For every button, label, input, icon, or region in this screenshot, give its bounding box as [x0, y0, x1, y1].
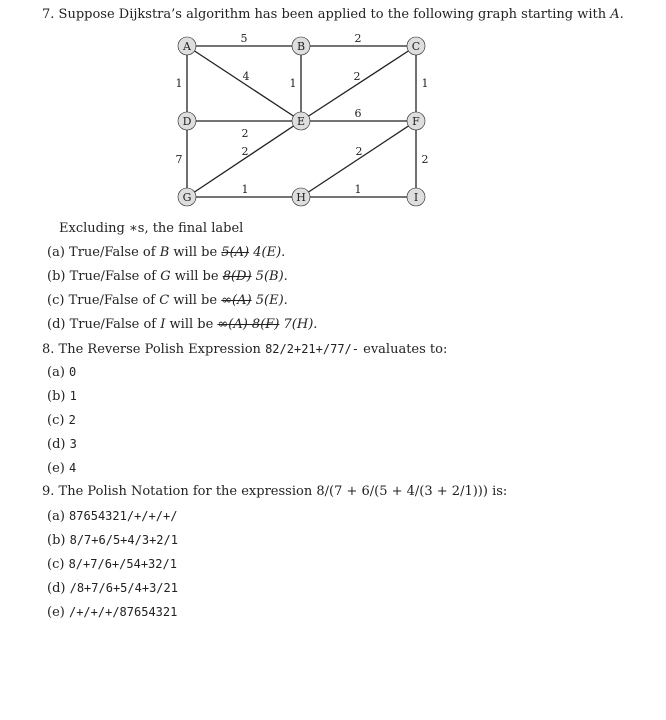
weight-BC: 2 [354, 32, 362, 45]
q7-item-struck-label: 8(D) [222, 269, 252, 284]
q7-item-final-label: 7(H). [283, 317, 318, 332]
option-label: (d) [47, 581, 66, 596]
node-D-label: D [182, 115, 192, 128]
dijkstra-graph [0, 30, 666, 245]
q9-stem [42, 484, 507, 500]
edge-A-E [187, 46, 301, 121]
q9-option-e [47, 604, 177, 621]
q8-stem-suffix: evaluates to: [363, 342, 448, 357]
option-value: 3 [69, 437, 77, 451]
q7-item-d [47, 317, 317, 333]
q8-option-a [47, 364, 76, 381]
option-label: (c) [47, 413, 65, 428]
q7-item-mid: will be [174, 269, 219, 284]
node-A [178, 37, 196, 55]
q9-expression: 8/(7 + 6/(5 + 4/(3 + 2/1))) [316, 484, 488, 499]
option-label: (e) [47, 461, 65, 476]
node-C-label: C [411, 40, 421, 53]
weight-AE: 4 [242, 70, 250, 83]
q7-stem-var: A [610, 7, 620, 22]
option-label: (e) [47, 605, 65, 620]
q9-option-b [47, 532, 178, 549]
q8-option-d [47, 436, 77, 453]
option-value: /8+7/6+5/4+3/21 [69, 581, 178, 595]
q7-item-var: B [159, 245, 170, 260]
weight-HI: 1 [354, 183, 362, 196]
q7-item-final-label: 4(E). [253, 245, 286, 260]
q7-intro: Excluding ∗s, the final label [59, 221, 244, 236]
weight-DE: 2 [241, 127, 249, 140]
option-value: 1 [69, 389, 77, 403]
q7-stem-suffix: . [619, 7, 624, 22]
node-A-label: A [183, 40, 191, 53]
weight-GH: 1 [241, 183, 249, 196]
weight-AB: 5 [240, 32, 248, 45]
node-B-label: B [296, 40, 306, 53]
option-value: /+/+/+/87654321 [68, 605, 178, 619]
option-label: (a) [47, 509, 65, 524]
q9-stem-suffix: is: [492, 484, 508, 499]
node-B [292, 37, 310, 55]
q8-stem [42, 341, 447, 358]
node-H-label: H [296, 191, 306, 204]
option-label: (c) [47, 557, 65, 572]
q8-option-b [47, 388, 77, 405]
node-E [292, 112, 310, 130]
q7-item-c [47, 293, 288, 309]
q7-item-mid: will be [173, 245, 218, 260]
q7-item-mid: will be [173, 293, 218, 308]
node-G [178, 188, 196, 206]
q9-option-c [47, 556, 177, 573]
node-F [407, 112, 425, 130]
q7-item-text: True/False of [68, 293, 156, 308]
node-F-label: F [412, 115, 420, 128]
option-value: 8/7+6/5+4/3+2/1 [69, 533, 178, 547]
q7-item-b [47, 269, 288, 285]
weight-BE: 1 [289, 77, 297, 90]
option-label: (d) [47, 437, 66, 452]
q7-item-mid: will be [169, 317, 214, 332]
weight-EF: 6 [354, 107, 362, 120]
q7-item-struck-label: 5(A) [221, 245, 250, 260]
q8-expression: 82/2+21+/77/- [265, 342, 359, 356]
q7-item-struck-label: ∞(A) 8(F) [217, 317, 280, 332]
node-D [178, 112, 196, 130]
weight-FI: 2 [421, 153, 429, 166]
weight-DG: 7 [175, 153, 183, 166]
q7-item-text: True/False of [69, 269, 157, 284]
q7-item-a [47, 245, 285, 261]
node-I [407, 188, 425, 206]
option-label: (a) [47, 365, 65, 380]
node-E-label: E [296, 115, 306, 128]
q7-item-label: (a) [47, 245, 65, 260]
option-value: 0 [69, 365, 77, 379]
q7-item-var: I [160, 317, 166, 332]
q7-item-label: (c) [47, 293, 65, 308]
q7-item-final-label: 5(E). [255, 293, 288, 308]
option-value: 2 [68, 413, 76, 427]
option-value: 4 [68, 461, 77, 475]
node-I-label: I [413, 191, 419, 204]
q7-item-final-label: 5(B). [255, 269, 288, 284]
node-H [292, 188, 310, 206]
q7-item-label: (b) [47, 269, 66, 284]
q7-item-label: (d) [47, 317, 66, 332]
option-value: 8/+7/6+/54+32/1 [68, 557, 177, 571]
weight-EG: 2 [241, 145, 249, 158]
node-G-label: G [182, 191, 192, 204]
q8-stem-text: 8. The Reverse Polish Expression [42, 342, 261, 357]
q7-item-var: C [159, 293, 170, 308]
node-C [407, 37, 425, 55]
q9-stem-text: 9. The Polish Notation for the expression [42, 484, 313, 499]
weight-AD: 1 [175, 77, 183, 90]
q8-option-c [47, 412, 76, 429]
weight-FH: 2 [355, 145, 363, 158]
q7-stem [42, 7, 624, 23]
q7-item-text: True/False of [69, 245, 156, 260]
option-label: (b) [47, 389, 66, 404]
q7-stem-prefix: 7. Suppose Dijkstra’s algorithm has been applied to the following graph starting with [42, 7, 611, 22]
q7-item-var: G [160, 269, 171, 284]
q7-item-text: True/False of [69, 317, 157, 332]
q9-option-d [47, 580, 178, 597]
weight-CE: 2 [353, 70, 361, 83]
weight-CF: 1 [421, 77, 429, 90]
q7-item-struck-label: ∞(A) [221, 293, 252, 308]
option-value: 87654321/+/+/+/ [69, 509, 178, 523]
q9-option-a [47, 508, 177, 525]
option-label: (b) [47, 533, 66, 548]
q8-option-e [47, 460, 76, 477]
